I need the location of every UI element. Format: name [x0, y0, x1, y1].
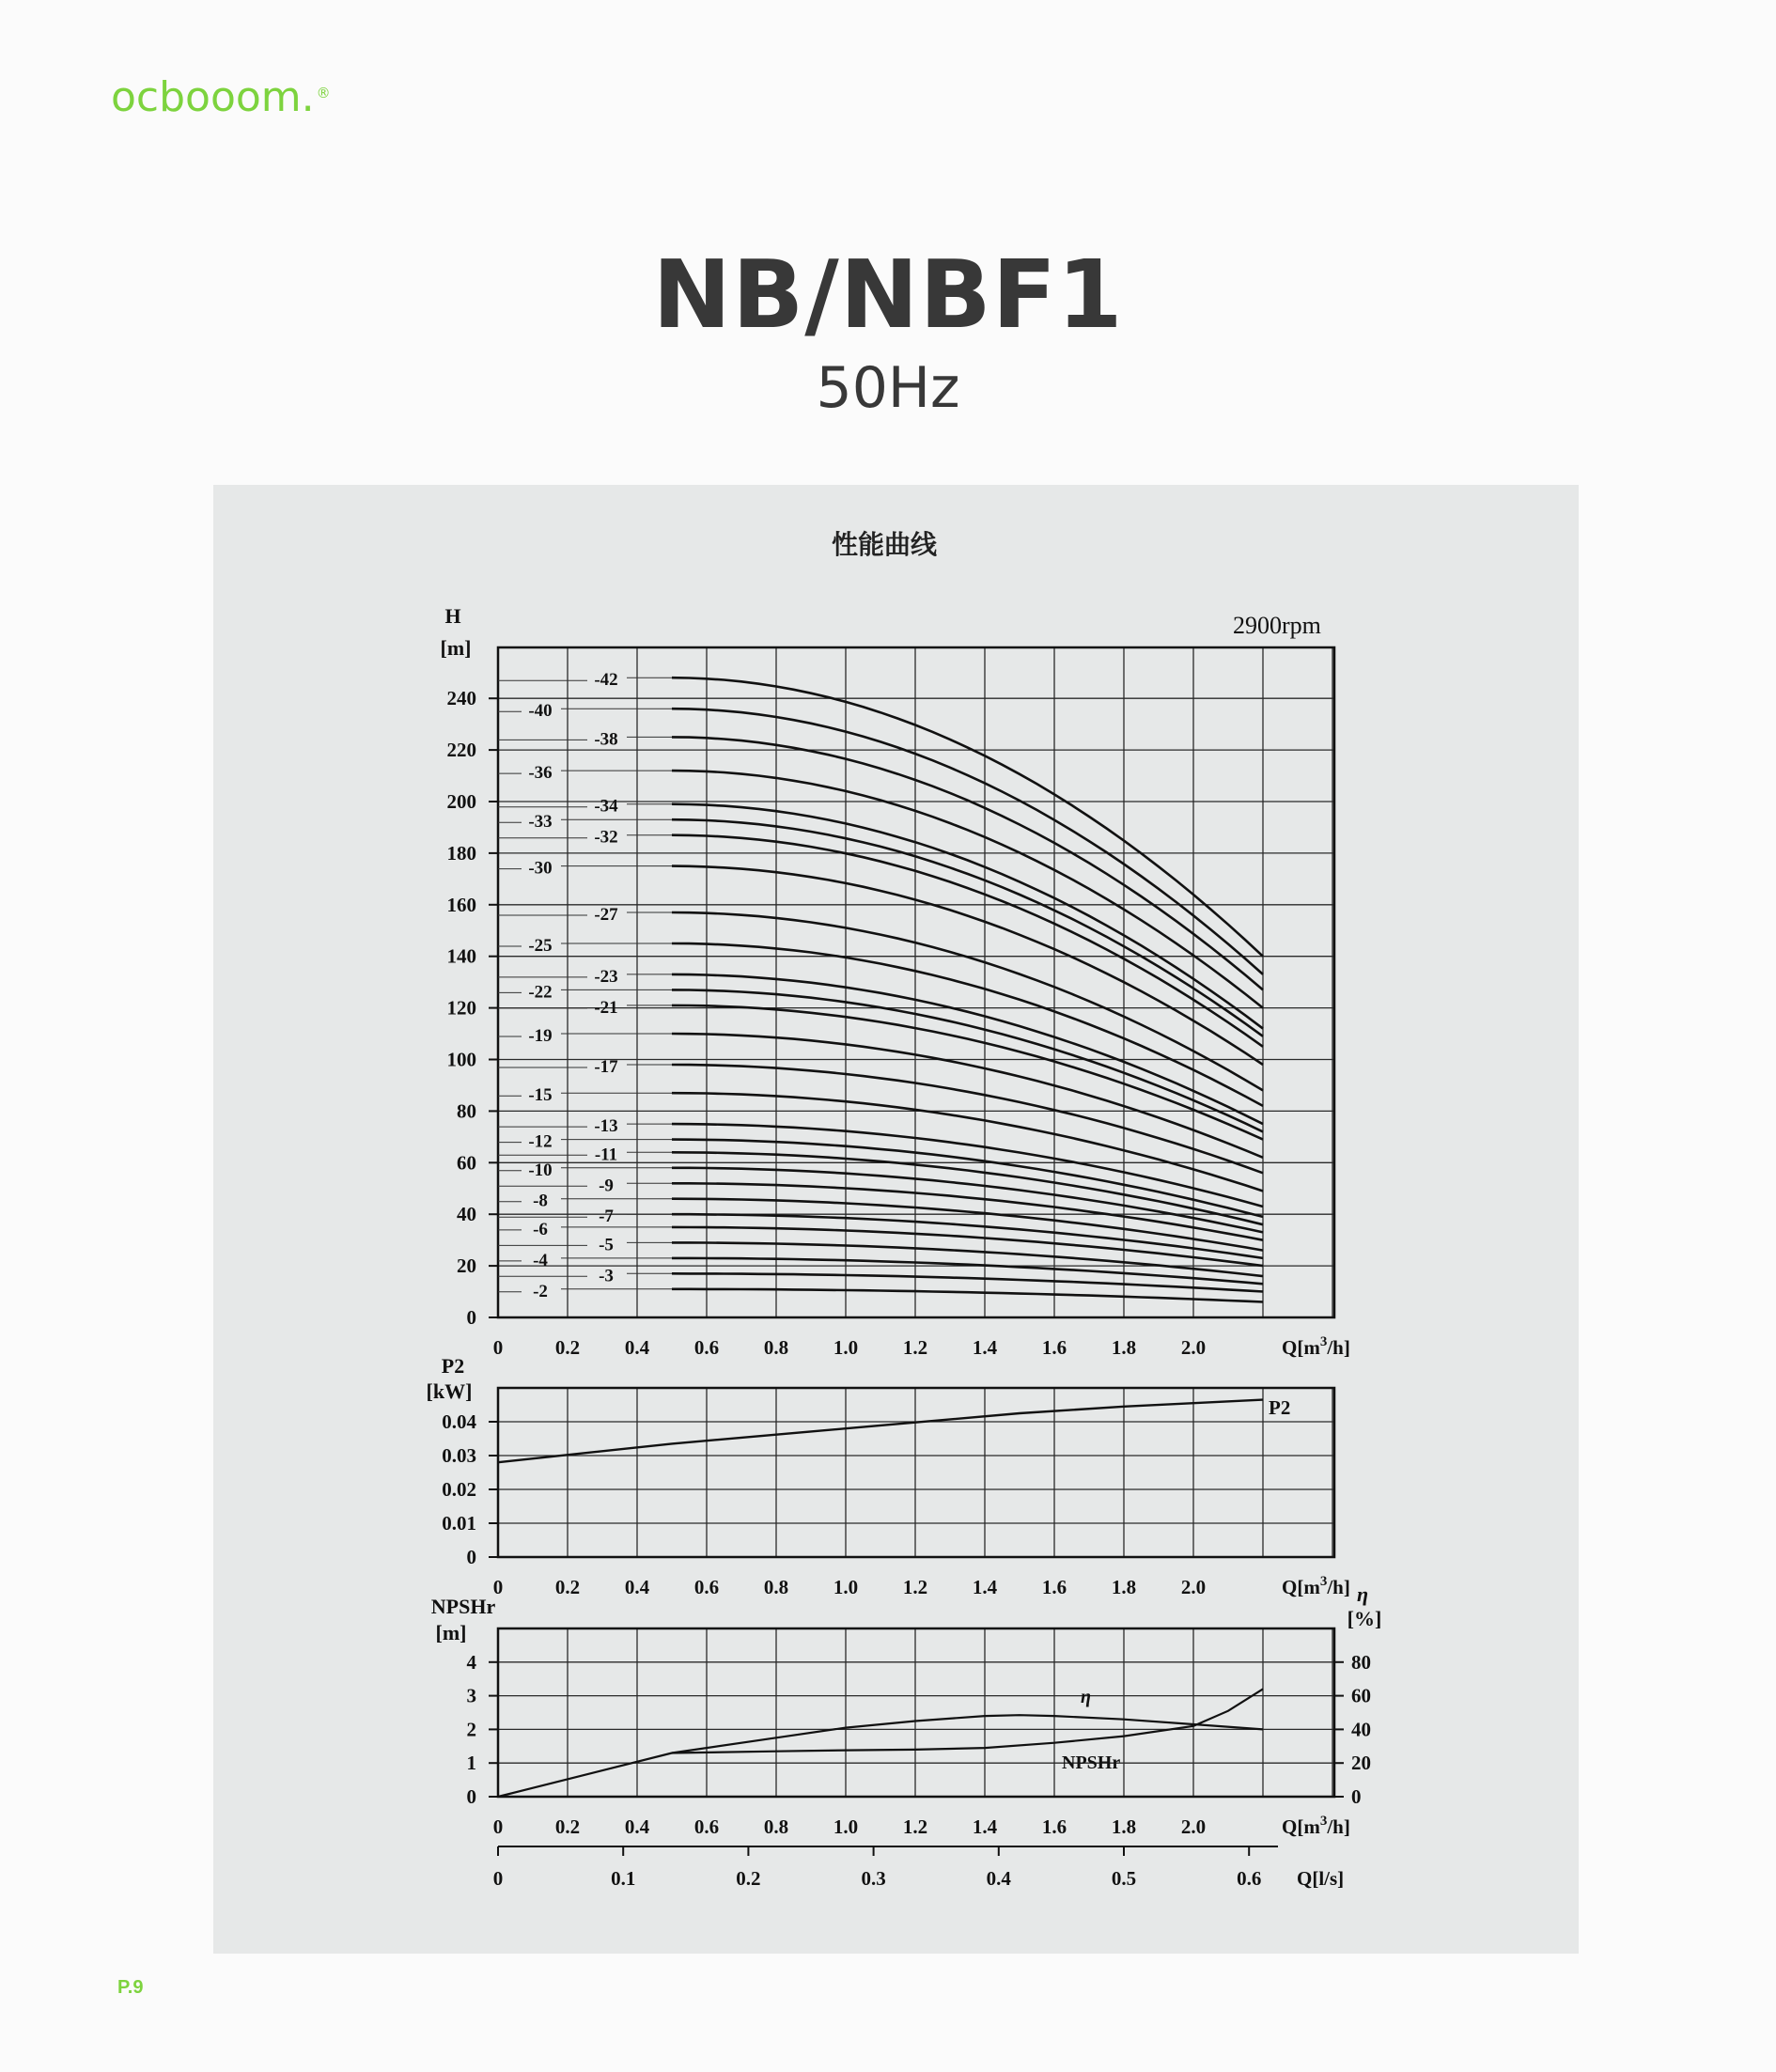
- curve-label: -33: [528, 812, 553, 833]
- curve-label: -12: [528, 1131, 553, 1152]
- x-axis-label: $Q[m^3/h]$: [1282, 1814, 1350, 1838]
- y-tick-label: 40: [457, 1203, 476, 1226]
- curve-leader-line: [498, 943, 672, 946]
- curve-leader-line: [498, 678, 672, 680]
- curve-leader-line: [498, 1152, 672, 1155]
- curve-label: -42: [594, 670, 618, 691]
- x-tick-label: 1.6: [1041, 1576, 1067, 1598]
- x2-tick-label: 0.3: [861, 1867, 886, 1890]
- curve-leader-line: [498, 1183, 672, 1186]
- x-tick-label: 2.0: [1180, 1576, 1207, 1598]
- x2-tick-label: 0.2: [736, 1867, 761, 1890]
- x-tick-label: 1.6: [1041, 1336, 1067, 1359]
- curve-label: -10: [528, 1160, 553, 1180]
- y2-tick-label: 60: [1351, 1684, 1371, 1707]
- series-label: η: [1081, 1687, 1091, 1707]
- x-tick-label: 1.4: [972, 1815, 998, 1838]
- power-chart: [427, 1354, 1350, 1598]
- curve-label: -21: [594, 997, 618, 1018]
- y2-tick-label: 80: [1351, 1650, 1371, 1674]
- y-tick-label: 0: [466, 1546, 476, 1568]
- curve-leader-line: [498, 737, 672, 740]
- x-tick-label: 1.4: [972, 1336, 998, 1359]
- curve-label: -15: [528, 1085, 553, 1106]
- curve-label: -32: [594, 827, 618, 848]
- x-axis-label: $Q[m^3/h]$: [1282, 1334, 1350, 1359]
- x-tick-label: 0.4: [624, 1815, 650, 1838]
- curve-leader-line: [498, 1168, 672, 1171]
- x-tick-label: 0.2: [554, 1815, 581, 1838]
- registered-mark: ®: [316, 85, 331, 101]
- x-tick-label: 1.2: [902, 1336, 928, 1359]
- curve-leader-line: [498, 1242, 672, 1245]
- x2-tick-label: 0.4: [986, 1867, 1011, 1890]
- curve-label: -27: [594, 905, 618, 926]
- curve-leader-line: [498, 804, 672, 807]
- x-tick-label: 0: [492, 1576, 504, 1598]
- page-subtitle: 50Hz: [816, 355, 960, 421]
- x-tick-label: 0.4: [624, 1336, 650, 1359]
- power-curve: [498, 1400, 1263, 1463]
- x-tick-label: 1.8: [1111, 1576, 1137, 1598]
- x-tick-label: 0.6: [693, 1336, 720, 1359]
- y2-tick-label: 20: [1351, 1752, 1371, 1775]
- x-tick-label: 0.2: [554, 1336, 581, 1359]
- x-tick-label: 1.0: [833, 1815, 859, 1838]
- curve-label: -22: [528, 982, 553, 1003]
- curve-label: -9: [599, 1176, 614, 1196]
- curve-leader-line: [498, 866, 672, 869]
- curve-label: -3: [599, 1266, 614, 1286]
- x-tick-label: 2.0: [1180, 1336, 1207, 1359]
- curve-leader-line: [498, 1065, 672, 1067]
- curve-leader-line: [498, 1093, 672, 1096]
- y-tick-label: 100: [446, 1048, 476, 1071]
- curve-label: -38: [594, 729, 618, 750]
- curve-label: -17: [594, 1056, 618, 1077]
- y-tick-label: 1: [466, 1752, 476, 1775]
- x-tick-label: 0.8: [763, 1815, 789, 1838]
- curve-leader-line: [498, 974, 672, 977]
- curve-leader-line: [498, 912, 672, 915]
- npshr-curve: [672, 1689, 1263, 1753]
- curve-label: -7: [599, 1207, 614, 1227]
- y-tick-label: 0.01: [442, 1512, 476, 1535]
- y-tick-label: 160: [446, 893, 476, 916]
- curve-leader-line: [498, 1034, 672, 1036]
- curve-label: -25: [528, 935, 553, 956]
- curve-leader-line: [498, 771, 672, 773]
- curve-leader-line: [498, 989, 672, 992]
- head-curve: [672, 1258, 1263, 1284]
- head-chart: [441, 604, 1350, 1359]
- curve-leader-line: [498, 819, 672, 822]
- speed-label: 2900rpm: [1233, 612, 1321, 639]
- y-tick-label: 0.02: [442, 1478, 476, 1501]
- y-tick-label: 140: [446, 944, 476, 968]
- curve-leader-line: [498, 709, 672, 711]
- efficiency-curve: [498, 1715, 1263, 1797]
- curve-leader-line: [498, 1227, 672, 1230]
- curve-leader-line: [498, 1140, 672, 1143]
- y-tick-label: 4: [466, 1650, 476, 1674]
- curve-label: -19: [528, 1026, 553, 1047]
- curve-label: -2: [533, 1281, 548, 1301]
- x2-tick-label: 0.6: [1237, 1867, 1262, 1890]
- x-tick-label: 1.0: [833, 1576, 859, 1598]
- y-tick-label: 3: [466, 1684, 476, 1707]
- x-tick-label: 1.2: [902, 1815, 928, 1838]
- curve-label: -34: [594, 796, 618, 817]
- curve-label: -6: [533, 1219, 548, 1239]
- x-axis-label: $Q[m^3/h]$: [1282, 1574, 1350, 1598]
- plot-frame: [498, 647, 1334, 1317]
- y-tick-label: 120: [446, 996, 476, 1020]
- x-tick-label: 0.8: [763, 1576, 789, 1598]
- x-tick-label: 0.6: [693, 1815, 720, 1838]
- x-tick-label: 0: [492, 1336, 504, 1359]
- x-tick-label: 0.6: [693, 1576, 720, 1598]
- curve-label: -13: [594, 1116, 618, 1137]
- x-tick-label: 1.2: [902, 1576, 928, 1598]
- y-tick-label: 0: [466, 1306, 476, 1329]
- y-axis-unit: [kW]: [426, 1379, 473, 1403]
- curve-label: -40: [528, 701, 553, 722]
- y-tick-label: 240: [446, 687, 476, 710]
- head-curve: [672, 819, 1263, 1036]
- y-tick-label: 2: [466, 1718, 476, 1741]
- y-tick-label: 180: [446, 841, 476, 865]
- x2-tick-label: 0: [492, 1867, 504, 1890]
- y-tick-label: 220: [446, 739, 476, 762]
- curve-label: -4: [533, 1250, 548, 1270]
- x2-tick-label: 0.5: [1111, 1867, 1137, 1890]
- y-tick-label: 60: [457, 1151, 476, 1175]
- chart-panel-heading: 性能曲线: [831, 529, 938, 560]
- curve-leader-line: [498, 1124, 672, 1127]
- x-tick-label: 2.0: [1180, 1815, 1207, 1838]
- x2-axis-label: Q[l/s]: [1297, 1867, 1345, 1890]
- y-tick-label: 200: [446, 790, 476, 813]
- x-tick-label: 1.8: [1111, 1336, 1137, 1359]
- head-curve: [672, 1065, 1263, 1173]
- npsh-efficiency-chart: [431, 1582, 1382, 1890]
- plot-frame: [498, 1388, 1334, 1557]
- series-label: P2: [1269, 1396, 1291, 1419]
- x-tick-label: 1.8: [1111, 1815, 1137, 1838]
- y-axis-title: P2: [441, 1354, 465, 1378]
- curve-label: -30: [528, 858, 553, 879]
- y-axis-title: H: [444, 604, 461, 628]
- y-tick-label: 80: [457, 1099, 476, 1123]
- y2-tick-label: 0: [1351, 1785, 1362, 1808]
- plot-frame: [498, 1628, 1334, 1797]
- curve-leader-line: [498, 1273, 672, 1276]
- logo-text: ocbooom.: [111, 73, 315, 121]
- curve-leader-line: [498, 835, 672, 838]
- x2-tick-label: 0.1: [611, 1867, 636, 1890]
- curve-leader-line: [498, 1258, 672, 1261]
- y-tick-label: 0.03: [442, 1444, 476, 1467]
- y2-axis-title: η: [1356, 1582, 1369, 1606]
- x-tick-label: 0.2: [554, 1576, 581, 1598]
- x-tick-label: 0: [492, 1815, 504, 1838]
- y2-axis-unit: [%]: [1347, 1607, 1382, 1630]
- curve-label: -23: [594, 966, 618, 987]
- y-axis-title: NPSHr: [430, 1595, 496, 1618]
- x-tick-label: 1.0: [833, 1336, 859, 1359]
- y-tick-label: 20: [457, 1254, 476, 1278]
- curve-label: -5: [599, 1235, 614, 1255]
- x-tick-label: 1.4: [972, 1576, 998, 1598]
- y-tick-label: 0.04: [442, 1410, 476, 1433]
- x-tick-label: 0.4: [624, 1576, 650, 1598]
- curve-label: -36: [528, 763, 553, 784]
- x-tick-label: 0.8: [763, 1336, 789, 1359]
- y2-tick-label: 40: [1351, 1718, 1371, 1741]
- curve-leader-line: [498, 1289, 672, 1292]
- page-number: P.9: [117, 1977, 144, 1998]
- curve-label: -8: [533, 1191, 548, 1211]
- x-tick-label: 1.6: [1041, 1815, 1067, 1838]
- y-axis-unit: [m]: [435, 1621, 467, 1644]
- head-curve: [672, 1289, 1263, 1302]
- y-tick-label: 0: [466, 1785, 476, 1808]
- curve-label: -11: [594, 1145, 618, 1165]
- y-axis-unit: [m]: [440, 636, 472, 660]
- curve-leader-line: [498, 1199, 672, 1202]
- series-label: NPSHr: [1062, 1753, 1121, 1773]
- page-title: NB/NBF1: [652, 240, 1124, 350]
